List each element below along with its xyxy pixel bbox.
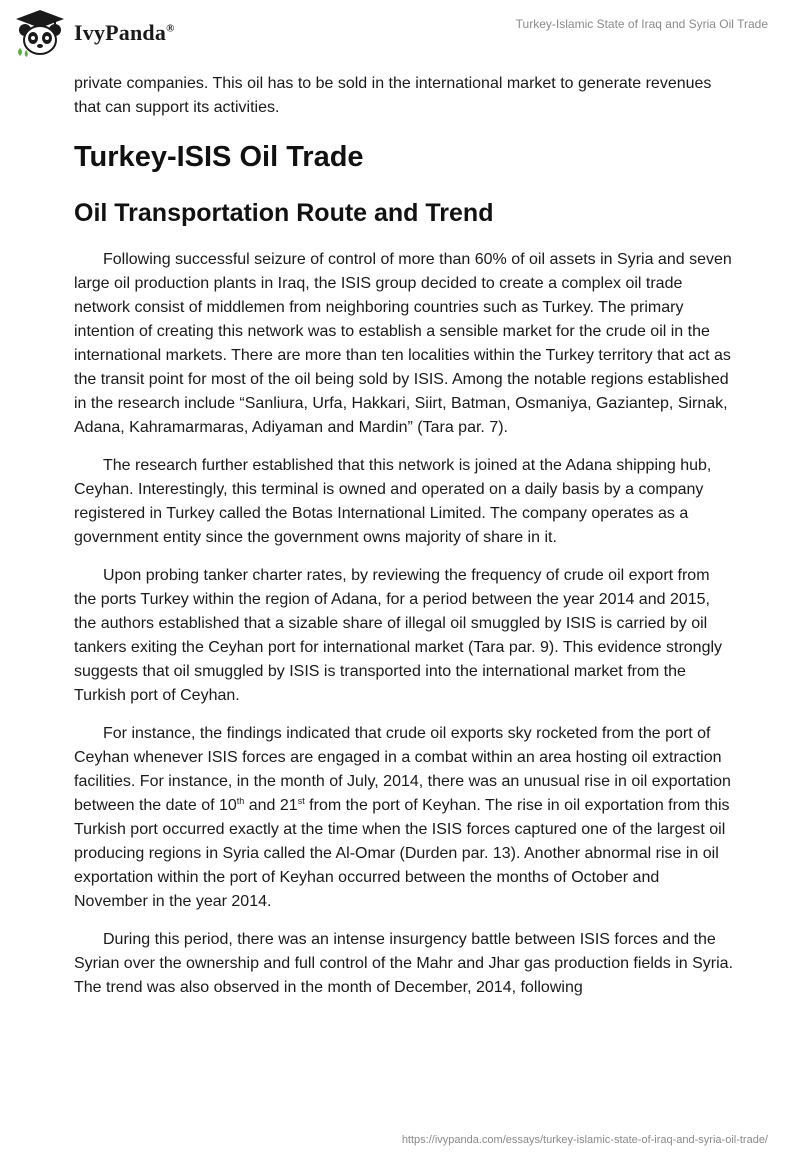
subsection-heading: Oil Transportation Route and Trend <box>74 199 494 227</box>
source-url[interactable]: https://ivypanda.com/essays/turkey-islamic-state-of-iraq-and-syria-oil-trade/ <box>401 1134 768 1146</box>
page-header <box>0 0 800 66</box>
paragraph: Upon probing tanker charter rates, by reviewing the frequency of crude oil export from the ports Turkey within the region of Adana, for a period between the year 2014 and 2015, the authors established that a sizable share of illegal oil smuggled by ISIS is carried by oil tankers exiting the Ceyhan port for international market (Tara par. 9). This evidence strongly suggests that oil smuggled by ISIS is transported into the international market from the Turkish port of Ceyhan. <box>74 567 723 704</box>
paragraph: During this period, there was an intense insurgency battle between ISIS forces and the Syrian over the ownership and full control of the Mahr and Jhar gas production fields in Syria. The trend was also observed in the month of December, 2014, following <box>74 931 734 996</box>
panda-graduate-icon <box>14 8 66 58</box>
paragraph: For instance, the findings indicated that crude oil exports sky rocketed from the port of Ceyhan whenever ISIS forces are engaged in a combat within an area hosting oil extraction facilities. For instance, in the month of July, 2014, there was an unusual rise in oil exportation between the date of 10th and 21st from the port of Keyhan. The rise in oil exportation from this Turkish port occurred exactly at the time when the ISIS forces captured one of the largest oil producing regions in Syria called the Al-Omar (Durden par. 13). Another abnormal rise in oil exportation within the port of Keyhan occurred between the months of October and November in the year 2014. <box>74 725 731 910</box>
essay-body <box>74 72 734 1014</box>
intro-paragraph: private companies. This oil has to be sold in the international market to generate revenues that can support its activities. <box>74 75 712 116</box>
logo-text: IvyPanda® <box>74 20 175 45</box>
paragraph: Following successful seizure of control of more than 60% of oil assets in Syria and seven large oil production plants in Iraq, the ISIS group decided to create a complex oil trade network consist of middlemen from neighboring countries such as Turkey. The primary intention of creating this network was to establish a sensible market for the crude oil in the international markets. There are more than ten localities within the Turkey territory that act as the transit point for most of the oil being sold by ISIS. Among the notable regions established in the research include “Sanliura, Urfa, Hakkari, Siirt, Batman, Osmaniya, Gaziantep, Sirnak, Adana, Kahramarmaras, Adiyaman and Mardin” (Tara par. 7). <box>74 251 732 436</box>
section-heading: Turkey-ISIS Oil Trade <box>74 141 364 173</box>
paragraph: The research further established that this network is joined at the Adana shipping hub, Ceyhan. Interestingly, this terminal is owned and operated on a daily basis by a company registered in Turkey called the Botas International Limited. The company operates as a government entity since the government owns majority of share in it. <box>74 457 712 546</box>
ivypanda-logo[interactable] <box>14 8 175 58</box>
document-title: Turkey-Islamic State of Iraq and Syria Oil Trade <box>515 17 768 31</box>
